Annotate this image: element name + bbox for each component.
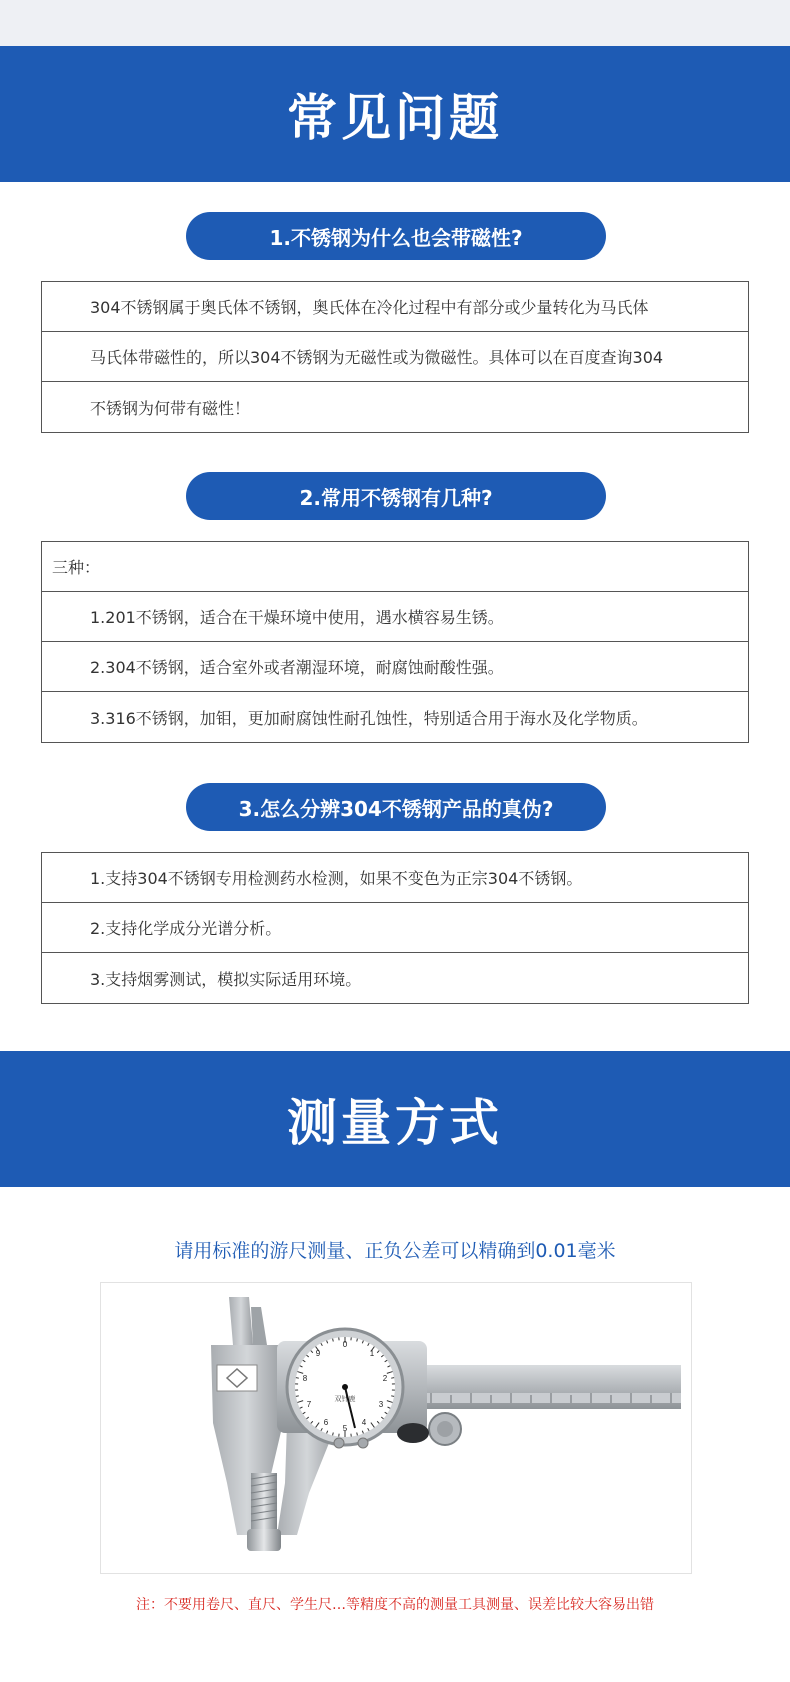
answer-2-line: 1.201不锈钢，适合在干燥环境中使用，遇水横容易生锈。 [42, 592, 748, 642]
question-2-pill [186, 472, 606, 520]
answer-2-line: 3.316不锈钢，加钼，更加耐腐蚀性耐孔蚀性，特别适合用于海水及化学物质。 [90, 708, 648, 728]
dial-number: 1 [369, 1349, 375, 1358]
question-3-pill [186, 783, 606, 831]
measure-subtitle: 请用标准的游尺测量、正负公差可以精确到0.01毫米 [174, 1240, 616, 1262]
answer-2-line: 2.304不锈钢，适合室外或者潮湿环境，耐腐蚀耐酸性强。 [42, 642, 748, 692]
dial-number: 3 [378, 1400, 384, 1409]
answer-1-line: 304不锈钢属于奥氏体不锈钢，奥氏体在冷化过程中有部分或少量转化为马氏体 [42, 282, 748, 332]
dial-number: 9 [315, 1349, 321, 1358]
measure-banner [0, 1051, 790, 1187]
answer-2-box [41, 541, 749, 743]
lock-screw [397, 1423, 429, 1443]
bolt-head [247, 1529, 281, 1551]
dial-tick [391, 1396, 394, 1397]
answer-3-line: 2.支持化学成分光谱分析。 [42, 903, 748, 953]
answer-1-box [41, 281, 749, 433]
dial-number: 8 [302, 1374, 308, 1383]
measure-title: 测量方式 [287, 1094, 503, 1152]
question-3-text: 3.怎么分辨304不锈钢产品的真伪? [238, 796, 554, 821]
caliper-illustration [101, 1283, 691, 1573]
dial-tick [391, 1378, 394, 1379]
upper-jaw-fixed [229, 1297, 253, 1345]
dial-number: 4 [361, 1418, 367, 1427]
top-strip [0, 0, 790, 46]
answer-3-line: 3.支持烟雾测试，模拟实际适用环境。 [90, 969, 362, 989]
dial-number: 0 [342, 1340, 348, 1349]
dial-number: 5 [342, 1424, 348, 1433]
dial-number: 7 [306, 1400, 312, 1409]
caliper-photo [100, 1282, 692, 1574]
dial-number: 2 [382, 1374, 388, 1383]
dial-tick [296, 1378, 299, 1379]
answer-1-line: 不锈钢为何带有磁性！ [90, 398, 251, 418]
answer-2-intro: 三种： [42, 542, 748, 592]
answer-3-box [41, 852, 749, 1004]
question-2-text: 2.常用不锈钢有几种? [299, 485, 493, 510]
question-1-pill [186, 212, 606, 260]
answer-1-line: 马氏体带磁性的，所以304不锈钢为无磁性或为微磁性。具体可以在百度查询304 [42, 332, 748, 382]
dial-brand: 双针鹿 [334, 1396, 356, 1403]
dial-tick [296, 1396, 299, 1397]
faq-title: 常见问题 [287, 89, 503, 147]
dial-number: 6 [323, 1418, 329, 1427]
measure-note: 注：不要用卷尺、直尺、学生尺…等精度不高的测量工具测量、误差比较大容易出错 [136, 1597, 654, 1613]
answer-3-line: 1.支持304不锈钢专用检测药水检测，如果不变色为正宗304不锈钢。 [42, 853, 748, 903]
question-1-text: 1.不锈钢为什么也会带磁性? [269, 225, 523, 250]
faq-banner [0, 46, 790, 182]
